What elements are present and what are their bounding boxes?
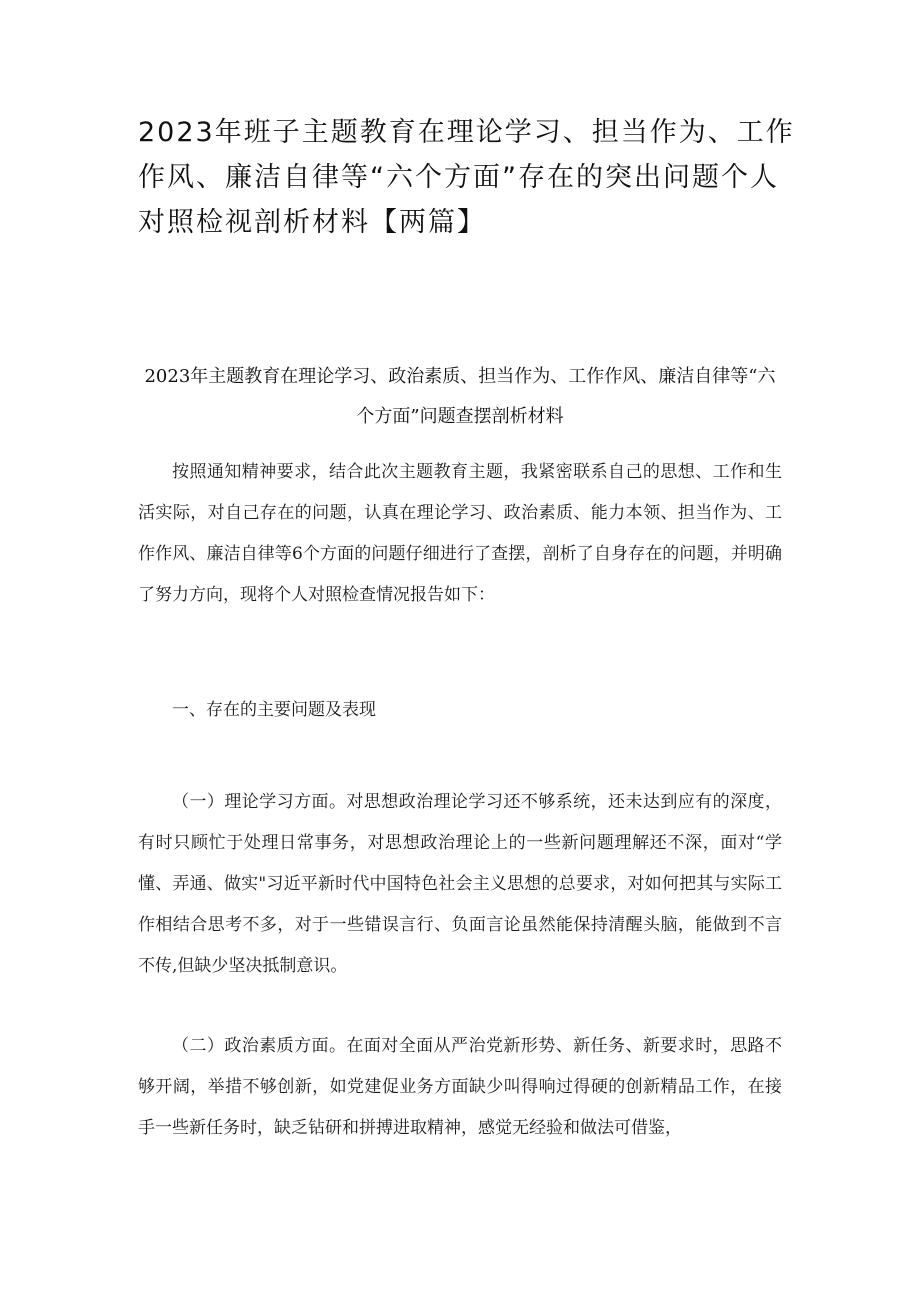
item-paragraph-1: （一）理论学习方面。对思想政治理论学习还不够系统，还未达到应有的深度，有时只顾忙于处理日常事务，对思想政治理论上的一些新问题理解还不深，面对“学懂、弄通、做实"习近平新时代中国特色社会主义思想的总要求，对如何把其与实际工作相结合思考不多，对于一些错误言行、负面言论虽然能保持清醒头脑，能做到不言不传,但缺少坚决抵制意识。 bbox=[138, 792, 782, 976]
item-paragraph-2: （二）政治素质方面。在面对全面从严治党新形势、新任务、新要求时，思路不够开阔，举措不够创新，如党建促业务方面缺少叫得响过得硬的创新精品工作，在接手一些新任务时，缺乏钻研和拼搏进取精神，感觉无经验和做法可借鉴， bbox=[138, 1036, 782, 1138]
document-title: 2023年班子主题教育在理论学习、担当作为、工作作风、廉洁自律等“六个方面”存在的突出问题个人对照检视剖析材料【两篇】 bbox=[138, 117, 795, 238]
section-heading: 一、存在的主要问题及表现 bbox=[172, 700, 376, 720]
section-subtitle: 2023年主题教育在理论学习、政治素质、担当作为、工作作风、廉洁自律等“六个方面”问题查摆剖析材料 bbox=[144, 366, 776, 427]
intro-paragraph: 按照通知精神要求，结合此次主题教育主题，我紧密联系自己的思想、工作和生活实际，对自己存在的问题，认真在理论学习、政治素质、能力本领、担当作为、工作作风、廉洁自律等6个方面的问题仔细进行了查摆，剖析了自身存在的问题，并明确了努力方向，现将个人对照检查情况报告如下： bbox=[138, 462, 782, 605]
